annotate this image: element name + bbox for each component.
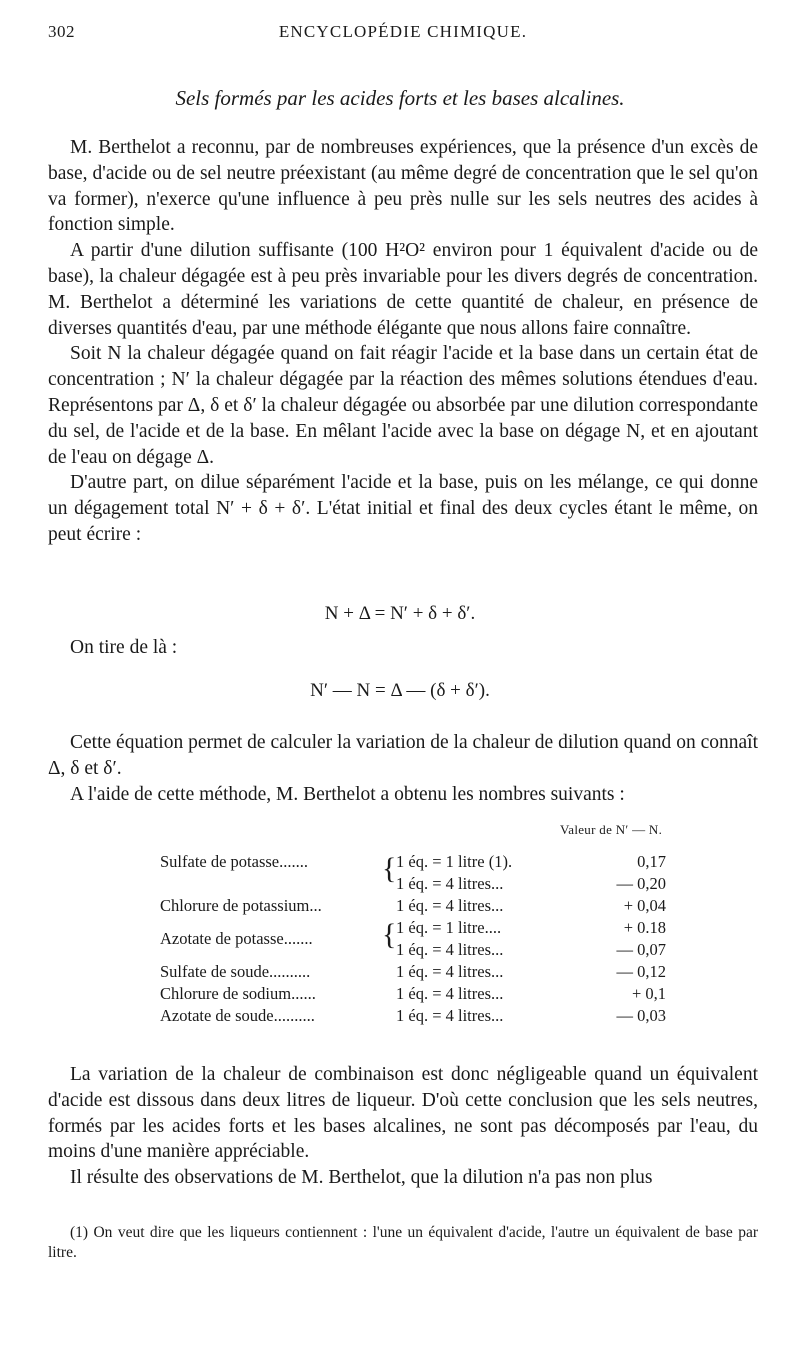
table-row xyxy=(160,984,680,1006)
on-tire-label: On tire de là : xyxy=(70,637,178,658)
paragraph: La variation de la chaleur de combinaison est donc négligeable quand un équivalent d'acide est dissous dans deux litres de liqueur. D'où cette conclusion que les sels neutres, formés par les acides forts et les bases alcalines, ne sont pas décomposés par l'eau, du moins d'une manière appréciable. xyxy=(48,1064,758,1163)
table-row xyxy=(160,962,680,984)
salt-name: Sulfate de potasse....... xyxy=(160,852,309,871)
salt-name: Azotate de soude.......... xyxy=(160,1006,315,1025)
running-header xyxy=(48,22,758,48)
dilution: 1 éq. = 1 litre.... xyxy=(396,918,502,937)
text-block-top xyxy=(48,135,758,548)
text-block-bottom xyxy=(48,1062,758,1191)
salt-name: Azotate de potasse....... xyxy=(160,929,313,948)
value: — 0,03 xyxy=(616,1006,666,1025)
footnote: (1) On veut dire que les liqueurs contiennent : l'une un équivalent d'acide, l'autre un équivalent de base par litre. xyxy=(48,1224,758,1261)
salt-name: Chlorure de potassium... xyxy=(160,896,322,915)
dilution: 1 éq. = 4 litres... xyxy=(396,874,504,893)
value: — 0,07 xyxy=(616,940,666,959)
paragraph: M. Berthelot a reconnu, par de nombreuses expériences, que la présence d'un excès de base, d'acide ou de sel neutre préexistant (au même degré de concentration que le sel qu'on va former), n'exerce qu'une influence à peu près nulle sur les sels neutres des acides à fonction simple. xyxy=(48,137,758,236)
paragraph: A partir d'une dilution suffisante (100 H²O² environ pour 1 équivalent d'acide ou de base), la chaleur dégagée est à peu près invariable pour les divers degrés de concentration. M. Berthelot a déterminé les variations de cette quantité de chaleur, en présence de diverses quantités d'eau, par une méthode élégante que nous allons faire connaître. xyxy=(48,240,758,339)
salt-name: Sulfate de soude.......... xyxy=(160,962,311,981)
value: 0,17 xyxy=(637,852,666,871)
table-row xyxy=(160,852,680,874)
table-row xyxy=(160,874,680,896)
dilution: 1 éq. = 1 litre (1). xyxy=(396,852,513,871)
paragraph: D'autre part, on dilue séparément l'acide et la base, puis on les mélange, ce qui donne un dégagement total N′ + δ + δ′. L'état initial et final des deux cycles étant le même, on peut écrire : xyxy=(48,472,758,545)
text-block-mid xyxy=(48,730,758,807)
table-column-header: Valeur de N′ — N. xyxy=(560,822,663,837)
paragraph: Il résulte des observations de M. Berthelot, que la dilution n'a pas non plus xyxy=(70,1167,653,1189)
value: + 0,04 xyxy=(623,896,666,915)
dilution: 1 éq. = 4 litres... xyxy=(396,962,504,981)
dilution: 1 éq. = 4 litres... xyxy=(396,984,504,1003)
equation-1: N + Δ = N′ + δ + δ′. xyxy=(324,603,476,624)
paragraph: Cette équation permet de calculer la variation de la chaleur de dilution quand on connaît Δ, δ et δ′. xyxy=(48,732,758,779)
value: + 0.18 xyxy=(623,918,666,937)
table-row xyxy=(160,918,680,948)
brace-azotate-potasse: { xyxy=(382,918,397,951)
table-row xyxy=(160,1006,680,1028)
page-number: 302 xyxy=(48,22,75,41)
salt-name: Chlorure de sodium...... xyxy=(160,984,316,1003)
brace-sulfate-potasse: { xyxy=(382,852,397,885)
dilution: 1 éq. = 4 litres... xyxy=(396,1006,504,1025)
equation-2: N′ — N = Δ — (δ + δ′). xyxy=(310,680,490,701)
table-row xyxy=(160,940,680,962)
value: + 0,1 xyxy=(631,984,666,1003)
table-row xyxy=(160,896,680,918)
value: — 0,20 xyxy=(616,874,666,893)
value: — 0,12 xyxy=(616,962,666,981)
running-title: ENCYCLOPÉDIE CHIMIQUE. xyxy=(278,22,528,41)
section-title: Sels formés par les acides forts et les bases alcalines. xyxy=(175,86,625,110)
dilution: 1 éq. = 4 litres... xyxy=(396,896,504,915)
dilution: 1 éq. = 4 litres... xyxy=(396,940,504,959)
paragraph: Soit N la chaleur dégagée quand on fait réagir l'acide et la base dans un certain état de concentration ; N′ la chaleur dégagée par la réaction des mêmes solutions étendues d'eau. Représentons par Δ, δ et δ′ la chaleur dégagée ou absorbée par une dilution correspondante du sel, de l'acide et de la base. En mêlant l'acide avec la base on dégage N, et en ajoutant de l'eau on dégage Δ. xyxy=(48,343,758,468)
paragraph: A l'aide de cette méthode, M. Berthelot a obtenu les nombres suivants : xyxy=(70,783,625,805)
